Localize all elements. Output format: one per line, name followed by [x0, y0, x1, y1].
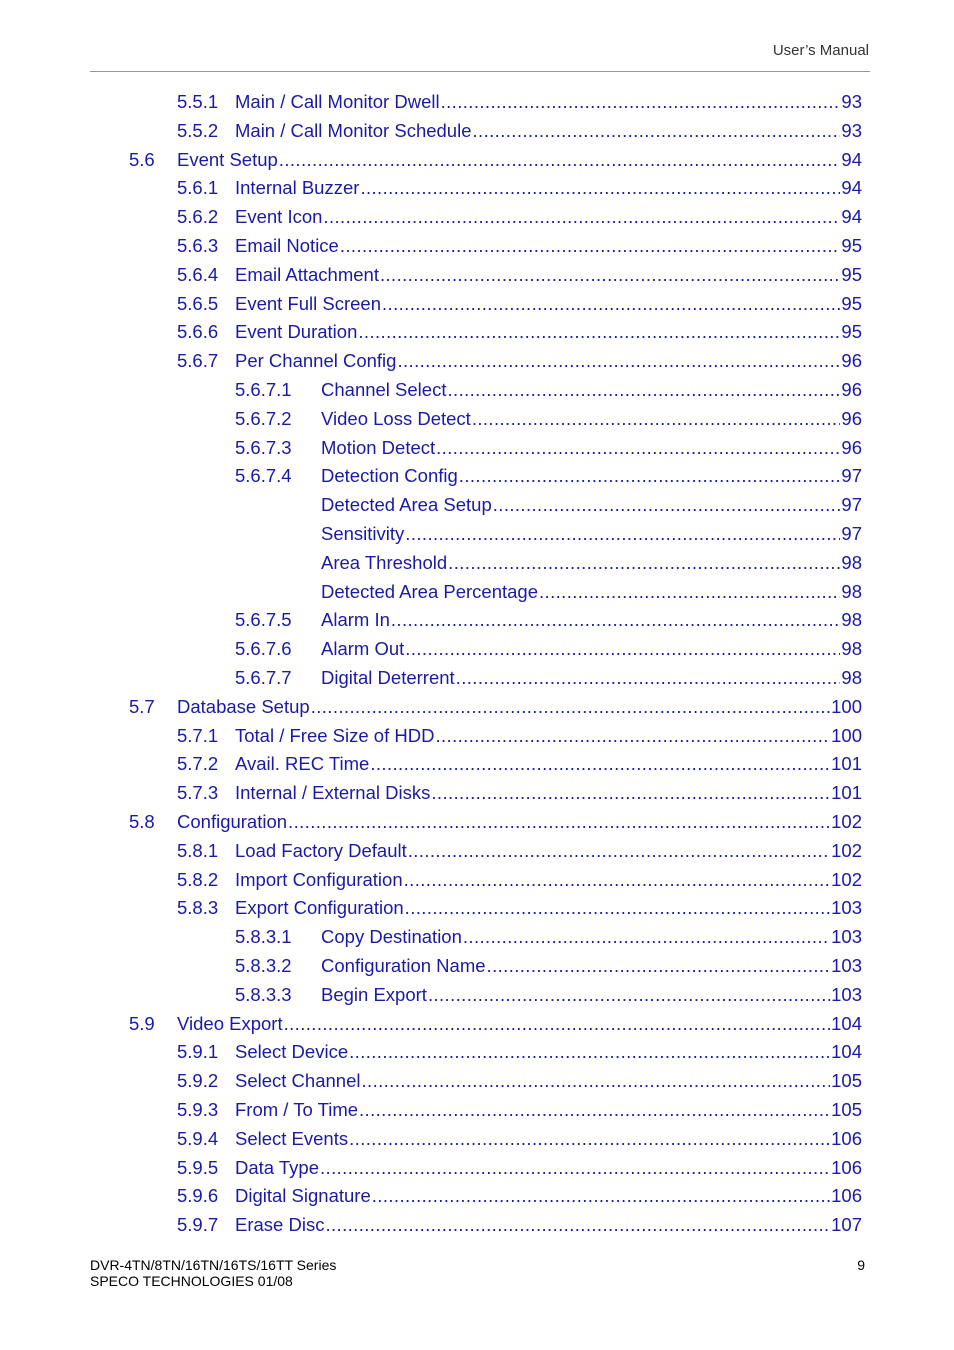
footer-series: DVR-4TN/8TN/16TN/16TS/16TT Series — [90, 1257, 337, 1273]
toc-page-number: 94 — [841, 177, 862, 199]
toc-page-number: 102 — [831, 868, 862, 890]
toc-title: Area Threshold — [321, 551, 448, 573]
toc-section-number: 5.9.7 — [177, 1214, 219, 1236]
toc-title: Export Configuration — [235, 897, 404, 919]
toc-title: Motion Detect — [321, 436, 436, 458]
toc-title: Internal / External Disks — [235, 782, 431, 804]
toc-title: Import Configuration — [235, 868, 403, 890]
toc-dot-leader — [349, 1038, 830, 1066]
toc-dot-leader — [323, 203, 840, 231]
toc-page-number: 106 — [831, 1156, 862, 1178]
toc-entry[interactable] — [235, 434, 862, 462]
toc-page-number: 96 — [841, 350, 862, 372]
toc-entry[interactable] — [235, 981, 862, 1009]
toc-dot-leader — [349, 1125, 830, 1153]
toc-page-number: 96 — [841, 379, 862, 400]
toc-entry[interactable] — [235, 462, 862, 490]
toc-title: Video Export — [177, 1012, 283, 1034]
toc-section-number: 5.8.3 — [177, 897, 219, 919]
toc-dot-leader — [279, 146, 841, 174]
toc-page-number: 97 — [841, 494, 862, 516]
toc-page-number: 95 — [841, 321, 862, 343]
toc-entry[interactable] — [321, 520, 862, 548]
toc-title: Configuration Name — [321, 955, 486, 976]
toc-entry[interactable] — [177, 1154, 862, 1182]
toc-section-number: 5.8.2 — [177, 868, 219, 890]
toc-entry[interactable] — [177, 837, 862, 865]
toc-dot-leader — [391, 606, 841, 634]
toc-title: Select Events — [235, 1127, 349, 1149]
toc-dot-leader — [359, 1096, 830, 1124]
toc-section-number: 5.7.3 — [177, 782, 219, 804]
toc-dot-leader — [435, 722, 830, 750]
toc-section-number: 5.9.1 — [177, 1041, 219, 1063]
toc-title: Main / Call Monitor Schedule — [235, 119, 472, 141]
page-number: 9 — [857, 1257, 865, 1273]
toc-dot-leader — [325, 1211, 830, 1239]
toc-section-number: 5.6.7.1 — [235, 379, 292, 400]
toc-dot-leader — [459, 462, 841, 490]
toc-page-number: 105 — [831, 1070, 862, 1092]
toc-page-number: 98 — [841, 580, 862, 602]
toc-title: Per Channel Config — [235, 350, 397, 372]
toc-title: Select Device — [235, 1041, 349, 1063]
toc-entry[interactable] — [177, 174, 862, 202]
toc-title: Load Factory Default — [235, 839, 407, 861]
toc-section-number: 5.6.6 — [177, 321, 219, 343]
toc-section-number: 5.8 — [129, 811, 155, 832]
toc-entry[interactable] — [177, 1182, 862, 1210]
toc-page-number: 95 — [841, 292, 862, 314]
toc-page-number: 106 — [831, 1127, 862, 1149]
toc-dot-leader — [428, 981, 830, 1009]
toc-section-number: 5.6.7.6 — [235, 638, 292, 660]
toc-dot-leader — [436, 434, 840, 462]
footer-product-info — [90, 1257, 336, 1289]
toc-section-number: 5.6.7 — [177, 350, 219, 372]
toc-title: From / To Time — [235, 1099, 359, 1120]
toc-title: Select Channel — [235, 1070, 361, 1092]
toc-dot-leader — [473, 117, 841, 145]
toc-section-number: 5.6.4 — [177, 263, 219, 285]
toc-section-number: 5.7.2 — [177, 753, 219, 775]
toc-page-number: 96 — [841, 407, 862, 429]
toc-page-number: 96 — [841, 436, 862, 458]
toc-title: Erase Disc — [235, 1214, 325, 1236]
toc-section-number: 5.6.7.5 — [235, 609, 292, 631]
toc-page-number: 103 — [831, 983, 862, 1005]
toc-entry[interactable] — [129, 1010, 862, 1038]
toc-page-number: 103 — [831, 897, 862, 919]
toc-page-number: 100 — [831, 695, 862, 717]
toc-title: Email Attachment — [235, 263, 379, 285]
toc-entry[interactable] — [177, 750, 862, 778]
toc-section-number: 5.6 — [129, 148, 155, 170]
toc-dot-leader — [370, 750, 830, 778]
toc-page-number: 94 — [841, 206, 862, 228]
toc-dot-leader — [493, 491, 841, 519]
toc-title: Detected Area Setup — [321, 494, 492, 516]
toc-section-number: 5.9.2 — [177, 1070, 219, 1092]
toc-title: Copy Destination — [321, 926, 462, 948]
toc-title: Channel Select — [321, 379, 447, 400]
toc-page-number: 98 — [841, 609, 862, 631]
toc-dot-leader — [361, 1067, 830, 1095]
toc-dot-leader — [358, 318, 840, 346]
toc-title: Avail. REC Time — [235, 753, 370, 775]
toc-entry[interactable] — [235, 606, 862, 634]
toc-dot-leader — [372, 1182, 830, 1210]
toc-dot-leader — [360, 174, 840, 202]
toc-page-number: 95 — [841, 263, 862, 285]
toc-dot-leader — [311, 693, 830, 721]
toc-page-number: 98 — [841, 638, 862, 660]
toc-page-number: 93 — [841, 119, 862, 141]
toc-section-number: 5.8.3.1 — [235, 926, 292, 948]
toc-section-number: 5.9.3 — [177, 1099, 219, 1120]
toc-dot-leader — [448, 549, 840, 577]
toc-entry[interactable] — [177, 722, 862, 750]
toc-entry[interactable] — [177, 1096, 862, 1124]
toc-page-number: 98 — [841, 551, 862, 573]
toc-section-number: 5.6.5 — [177, 292, 219, 314]
toc-entry[interactable] — [177, 203, 862, 231]
toc-entry[interactable] — [235, 923, 862, 951]
toc-entry[interactable] — [177, 1211, 862, 1239]
toc-section-number: 5.6.7.3 — [235, 436, 292, 458]
toc-page-number: 100 — [831, 724, 862, 746]
toc-entry[interactable] — [177, 117, 862, 145]
toc-dot-leader — [456, 664, 841, 692]
footer-company-date: SPECO TECHNOLOGIES 01/08 — [90, 1273, 293, 1289]
toc-entry[interactable] — [235, 952, 862, 980]
toc-entry[interactable] — [177, 347, 862, 375]
toc-page-number: 97 — [841, 465, 862, 487]
toc-section-number: 5.6.3 — [177, 235, 219, 256]
toc-section-number: 5.6.1 — [177, 177, 219, 199]
toc-entry[interactable] — [177, 88, 862, 116]
toc-section-number: 5.8.3.2 — [235, 955, 292, 976]
toc-section-number: 5.8.3.3 — [235, 983, 292, 1005]
toc-entry[interactable] — [129, 808, 862, 836]
toc-title: Database Setup — [177, 695, 310, 717]
toc-section-number: 5.6.7.4 — [235, 465, 292, 487]
toc-entry[interactable] — [177, 1038, 862, 1066]
toc-dot-leader — [441, 88, 841, 116]
toc-entry[interactable] — [235, 405, 862, 433]
toc-entry[interactable] — [321, 491, 862, 519]
toc-dot-leader — [404, 866, 831, 894]
toc-dot-leader — [405, 520, 840, 548]
toc-entry[interactable] — [235, 635, 862, 663]
toc-title: Detected Area Percentage — [321, 580, 539, 602]
toc-dot-leader — [288, 808, 830, 836]
toc-section-number: 5.5.1 — [177, 91, 219, 112]
toc-title: Alarm In — [321, 609, 390, 631]
toc-section-number: 5.9.4 — [177, 1127, 219, 1149]
toc-page-number: 98 — [841, 667, 862, 688]
toc-dot-leader — [380, 261, 840, 289]
toc-title: Alarm Out — [321, 638, 405, 660]
toc-dot-leader — [405, 635, 840, 663]
toc-dot-leader — [472, 405, 841, 433]
toc-section-number: 5.7.1 — [177, 724, 219, 746]
toc-page-number: 104 — [831, 1012, 862, 1034]
toc-title: Event Duration — [235, 321, 358, 343]
toc-page-number: 101 — [831, 782, 862, 804]
toc-entry[interactable] — [177, 290, 862, 318]
toc-page-number: 102 — [831, 839, 862, 861]
toc-page-number: 104 — [831, 1041, 862, 1063]
header-divider — [90, 71, 870, 72]
toc-entry[interactable] — [235, 376, 862, 404]
toc-section-number: 5.9.5 — [177, 1156, 219, 1178]
toc-dot-leader — [397, 347, 840, 375]
toc-section-number: 5.9 — [129, 1012, 155, 1034]
toc-title: Sensitivity — [321, 523, 405, 544]
toc-page-number: 93 — [841, 91, 862, 112]
toc-title: Video Loss Detect — [321, 407, 471, 429]
toc-entry[interactable] — [177, 779, 862, 807]
toc-dot-leader — [284, 1010, 831, 1038]
toc-page-number: 107 — [831, 1214, 862, 1236]
toc-title: Data Type — [235, 1156, 319, 1178]
toc-entry[interactable] — [177, 318, 862, 346]
toc-dot-leader — [340, 232, 841, 260]
toc-title: Begin Export — [321, 983, 427, 1005]
toc-section-number: 5.6.7.7 — [235, 667, 292, 688]
toc-section-number: 5.7 — [129, 695, 155, 717]
toc-dot-leader — [539, 578, 840, 606]
toc-title: Event Icon — [235, 206, 323, 228]
toc-entry[interactable] — [129, 146, 862, 174]
toc-section-number: 5.8.1 — [177, 839, 219, 861]
toc-dot-leader — [320, 1154, 830, 1182]
toc-page-number: 106 — [831, 1185, 862, 1207]
toc-entry[interactable] — [235, 664, 862, 692]
toc-dot-leader — [405, 894, 830, 922]
toc-page-number: 105 — [831, 1099, 862, 1120]
toc-entry[interactable] — [177, 261, 862, 289]
toc-entry[interactable] — [177, 1125, 862, 1153]
toc-dot-leader — [431, 779, 830, 807]
toc-page-number: 101 — [831, 753, 862, 775]
toc-entry[interactable] — [177, 866, 862, 894]
toc-title: Configuration — [177, 811, 288, 832]
toc-title: Email Notice — [235, 235, 339, 256]
toc-section-number: 5.6.7.2 — [235, 407, 292, 429]
toc-dot-leader — [487, 952, 831, 980]
toc-section-number: 5.5.2 — [177, 119, 219, 141]
toc-title: Digital Deterrent — [321, 667, 455, 688]
toc-dot-leader — [447, 376, 840, 404]
toc-title: Total / Free Size of HDD — [235, 724, 435, 746]
toc-section-number: 5.9.6 — [177, 1185, 219, 1207]
toc-entry[interactable] — [177, 1067, 862, 1095]
toc-page-number: 95 — [841, 235, 862, 256]
toc-dot-leader — [463, 923, 830, 951]
toc-entry[interactable] — [129, 693, 862, 721]
toc-title: Event Setup — [177, 148, 278, 170]
toc-page-number: 103 — [831, 926, 862, 948]
toc-title: Detection Config — [321, 465, 458, 487]
toc-section-number: 5.6.2 — [177, 206, 219, 228]
toc-entry[interactable] — [321, 578, 862, 606]
toc-dot-leader — [408, 837, 830, 865]
toc-entry[interactable] — [321, 549, 862, 577]
toc-page-number: 94 — [841, 148, 862, 170]
toc-page-number: 97 — [841, 523, 862, 544]
toc-page-number: 102 — [831, 811, 862, 832]
toc-title: Event Full Screen — [235, 292, 382, 314]
toc-page-number: 103 — [831, 955, 862, 976]
toc-title: Internal Buzzer — [235, 177, 360, 199]
header-title: User’s Manual — [772, 42, 869, 59]
toc-entry[interactable] — [177, 894, 862, 922]
toc-dot-leader — [382, 290, 840, 318]
toc-title: Main / Call Monitor Dwell — [235, 91, 440, 112]
toc-title: Digital Signature — [235, 1185, 371, 1207]
toc-entry[interactable] — [177, 232, 862, 260]
